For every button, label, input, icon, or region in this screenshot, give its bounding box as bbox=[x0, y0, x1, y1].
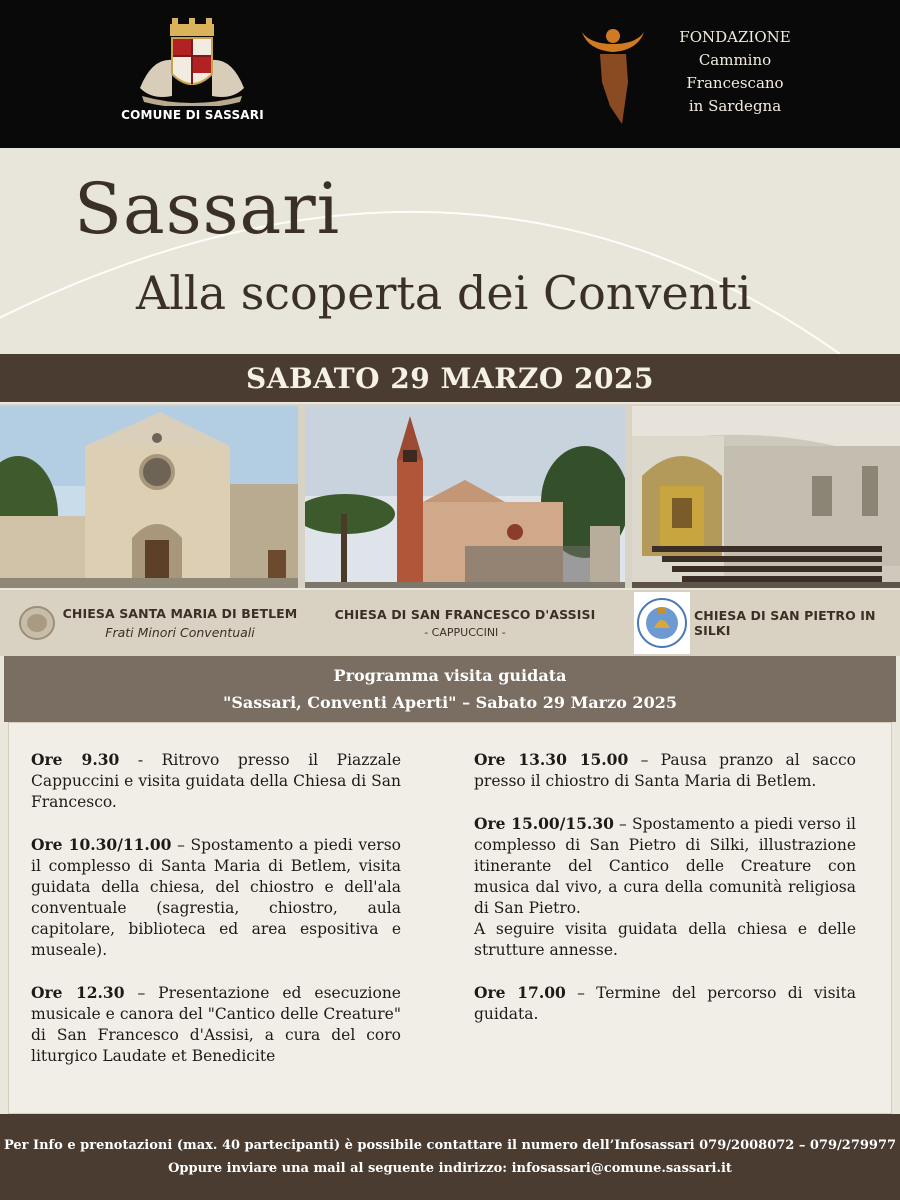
entry-text: – Presentazione ed esecuzione musicale e canora del "Cantico delle Creature" di San Francesco d'Assisi, a cura del coro liturgico Laudate et Benedicite bbox=[31, 984, 401, 1065]
church-label-san-pietro bbox=[694, 590, 894, 656]
entry-time: Ore 15.00/15.30 bbox=[474, 814, 614, 833]
church-name: CHIESA SANTA MARIA DI BETLEM bbox=[62, 606, 298, 621]
medallion-icon bbox=[18, 605, 56, 641]
page-title: Sassari bbox=[74, 168, 341, 250]
entry-extra: A seguire visita guidata della chiesa e delle strutture annesse. bbox=[474, 920, 856, 959]
church-label-betlem bbox=[60, 590, 300, 656]
photo-san-pietro-in-silki bbox=[632, 406, 900, 588]
franciscan-tau-icon bbox=[578, 24, 648, 124]
title-area bbox=[0, 148, 900, 354]
program-heading: Programma visita guidata bbox=[333, 666, 567, 685]
page-subtitle: Alla scoperta dei Conventi bbox=[136, 266, 752, 320]
schedule-entry bbox=[31, 749, 401, 813]
schedule-entry bbox=[474, 982, 856, 1025]
photo-santa-maria-di-betlem bbox=[0, 406, 298, 588]
fondazione-logo-text bbox=[660, 26, 810, 118]
san-pietro-seal bbox=[634, 592, 690, 654]
fondazione-line: in Sardegna bbox=[688, 97, 782, 115]
schedule-column-left bbox=[31, 749, 401, 1088]
fondazione-line: Francescano bbox=[686, 74, 784, 92]
fondazione-line: Cammino bbox=[698, 51, 772, 69]
church-name: CHIESA DI SAN PIETRO IN SILKI bbox=[694, 608, 876, 638]
header-band bbox=[0, 0, 900, 148]
photo-san-francesco-d-assisi bbox=[305, 406, 625, 588]
entry-text: – Spostamento a piedi verso il complesso di San Pietro di Silki, illustrazione itinerante del Cantico delle Creature con musica dal vivo, a cura della comunità religiosa di San Pietro. bbox=[474, 815, 856, 917]
church-name: CHIESA DI SAN FRANCESCO D'ASSISI bbox=[334, 607, 596, 622]
schedule-entry bbox=[31, 982, 401, 1067]
church-label-san-francesco bbox=[305, 590, 625, 656]
entry-time: Ore 10.30/11.00 bbox=[31, 835, 172, 854]
program-subheading: "Sassari, Conventi Aperti" – Sabato 29 Marzo 2025 bbox=[223, 693, 677, 712]
schedule-entry bbox=[474, 813, 856, 961]
church-detail: - CAPPUCCINI - bbox=[424, 626, 506, 639]
entry-text: – Termine del percorso di visita guidata. bbox=[474, 984, 856, 1023]
entry-main bbox=[474, 813, 856, 919]
event-date: SABATO 29 MARZO 2025 bbox=[246, 361, 654, 395]
entry-time: Ore 13.30 15.00 bbox=[474, 750, 629, 769]
church-photos bbox=[0, 404, 900, 588]
church-names-strip bbox=[0, 590, 900, 656]
comune-di-sassari-logo bbox=[120, 18, 265, 128]
schedule-entry bbox=[474, 749, 856, 792]
schedule-column-right bbox=[474, 749, 856, 1046]
church-detail: Frati Minori Conventuali bbox=[105, 625, 255, 640]
comune-di-sassari-label: COMUNE DI SASSARI bbox=[121, 108, 264, 122]
footer-info bbox=[0, 1114, 900, 1200]
entry-text: - Ritrovo presso il Piazzale Cappuccini e visita guidata della Chiesa di San Francesco. bbox=[31, 751, 401, 811]
program-heading-band bbox=[4, 656, 896, 722]
entry-time: Ore 12.30 bbox=[31, 983, 125, 1002]
entry-text: – Spostamento a piedi verso il complesso di Santa Maria di Betlem, visita guidata della chiesa, del chiostro e dell'ala conventuale (sagrestia, chiostro, aula capitolare, biblioteca ed area espositiva e museale). bbox=[31, 836, 401, 959]
schedule-box bbox=[8, 722, 892, 1114]
entry-time: Ore 9.30 bbox=[31, 750, 120, 769]
date-banner bbox=[0, 354, 900, 402]
coat-of-arms-icon bbox=[132, 18, 252, 106]
footer-contact-email: Oppure inviare una mail al seguente indirizzo: infosassari@comune.sassari.it bbox=[168, 1161, 732, 1176]
entry-text: – Pausa pranzo al sacco presso il chiostro di Santa Maria di Betlem. bbox=[474, 751, 856, 790]
seal-icon bbox=[634, 592, 690, 654]
fondazione-line: FONDAZIONE bbox=[679, 28, 791, 46]
schedule-entry bbox=[31, 834, 401, 961]
footer-contact-phone: Per Info e prenotazioni (max. 40 partecipanti) è possibile contattare il numero dell’Infosassari 079/2008072 – 079/279977 bbox=[3, 1138, 897, 1153]
entry-time: Ore 17.00 bbox=[474, 983, 566, 1002]
